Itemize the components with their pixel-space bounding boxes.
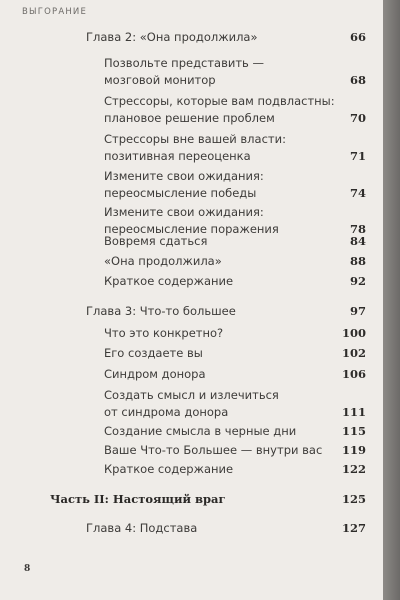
toc-entry bbox=[104, 233, 366, 250]
toc-entry-page: 119 bbox=[341, 443, 366, 457]
toc-entry-page: 78 bbox=[349, 222, 366, 236]
toc-entry-title: Глава 2: «Она продолжила» bbox=[86, 30, 258, 44]
toc-entry-page: 92 bbox=[349, 274, 366, 288]
toc-entry-page: 111 bbox=[341, 405, 366, 419]
toc-entry-page: 71 bbox=[349, 149, 366, 163]
toc-entry-page: 100 bbox=[341, 326, 366, 340]
toc-entry-page: 125 bbox=[341, 492, 366, 506]
toc-entry-title: Глава 4: Подстава bbox=[86, 521, 198, 535]
toc-entry-title: Стрессоры вне вашей власти: позитивная переоценка bbox=[104, 132, 286, 163]
toc-entry bbox=[104, 273, 366, 290]
toc-entry-chapter-4 bbox=[86, 520, 366, 537]
toc-entry-part-2 bbox=[50, 491, 366, 508]
toc-entry bbox=[104, 345, 366, 362]
toc-entry bbox=[104, 168, 366, 202]
toc-entry-title: Краткое содержание bbox=[104, 462, 234, 476]
toc-entry bbox=[104, 442, 366, 459]
toc-entry-title: Позвольте представить — мозговой монитор bbox=[104, 56, 264, 87]
toc-entry bbox=[104, 423, 366, 440]
toc-entry-title: Синдром донора bbox=[104, 367, 206, 381]
toc-entry-chapter-3 bbox=[86, 303, 366, 320]
toc-entry-title: Что это конкретно? bbox=[104, 326, 224, 340]
page-number: 8 bbox=[24, 564, 31, 574]
toc-entry-chapter-2 bbox=[86, 29, 366, 46]
toc-entry-page: 122 bbox=[341, 462, 366, 476]
toc-entry-title: Краткое содержание bbox=[104, 274, 234, 288]
toc-entry-page: 115 bbox=[341, 424, 366, 438]
toc-entry bbox=[104, 93, 366, 127]
toc-entry bbox=[104, 387, 366, 421]
toc-entry-page: 68 bbox=[349, 73, 366, 87]
toc-entry bbox=[104, 366, 366, 383]
toc-entry-title: Ваше Что-то Большее — внутри вас bbox=[104, 443, 323, 457]
toc-entry-page: 102 bbox=[341, 346, 366, 360]
toc-entry bbox=[104, 253, 366, 270]
toc-entry-title: Измените свои ожидания: переосмысление поражения bbox=[104, 205, 279, 236]
toc-entry-page: 106 bbox=[341, 367, 366, 381]
toc-entry-title: Измените свои ожидания: переосмысление победы bbox=[104, 169, 264, 200]
toc-entry-page: 84 bbox=[349, 234, 366, 248]
toc-entry-page: 70 bbox=[349, 111, 366, 125]
toc-entry bbox=[104, 461, 366, 478]
toc-entry-page: 66 bbox=[349, 30, 366, 44]
running-head: ВЫГОРАНИЕ bbox=[22, 7, 88, 17]
book-edge bbox=[383, 0, 400, 600]
toc-entry-title: Его создаете вы bbox=[104, 346, 203, 360]
toc-entry bbox=[104, 325, 366, 342]
toc-entry-title: «Она продолжила» bbox=[104, 254, 222, 268]
toc-entry-page: 97 bbox=[349, 304, 366, 318]
toc-entry bbox=[104, 131, 366, 165]
toc-entry-title: Вовремя сдаться bbox=[104, 234, 208, 248]
toc-entry bbox=[104, 55, 366, 89]
toc-entry-title: Стрессоры, которые вам подвластны: плановое решение проблем bbox=[104, 94, 335, 125]
toc-entry-page: 88 bbox=[349, 254, 366, 268]
toc-entry-page: 74 bbox=[349, 186, 366, 200]
toc-entry-title: Создать смысл и излечиться от синдрома донора bbox=[104, 388, 279, 419]
toc-entry-title: Глава 3: Что-то большее bbox=[86, 304, 236, 318]
toc-entry-title: Часть II: Настоящий враг bbox=[50, 492, 226, 506]
toc-entry-page: 127 bbox=[341, 521, 366, 535]
toc-entry-title: Создание смысла в черные дни bbox=[104, 424, 297, 438]
